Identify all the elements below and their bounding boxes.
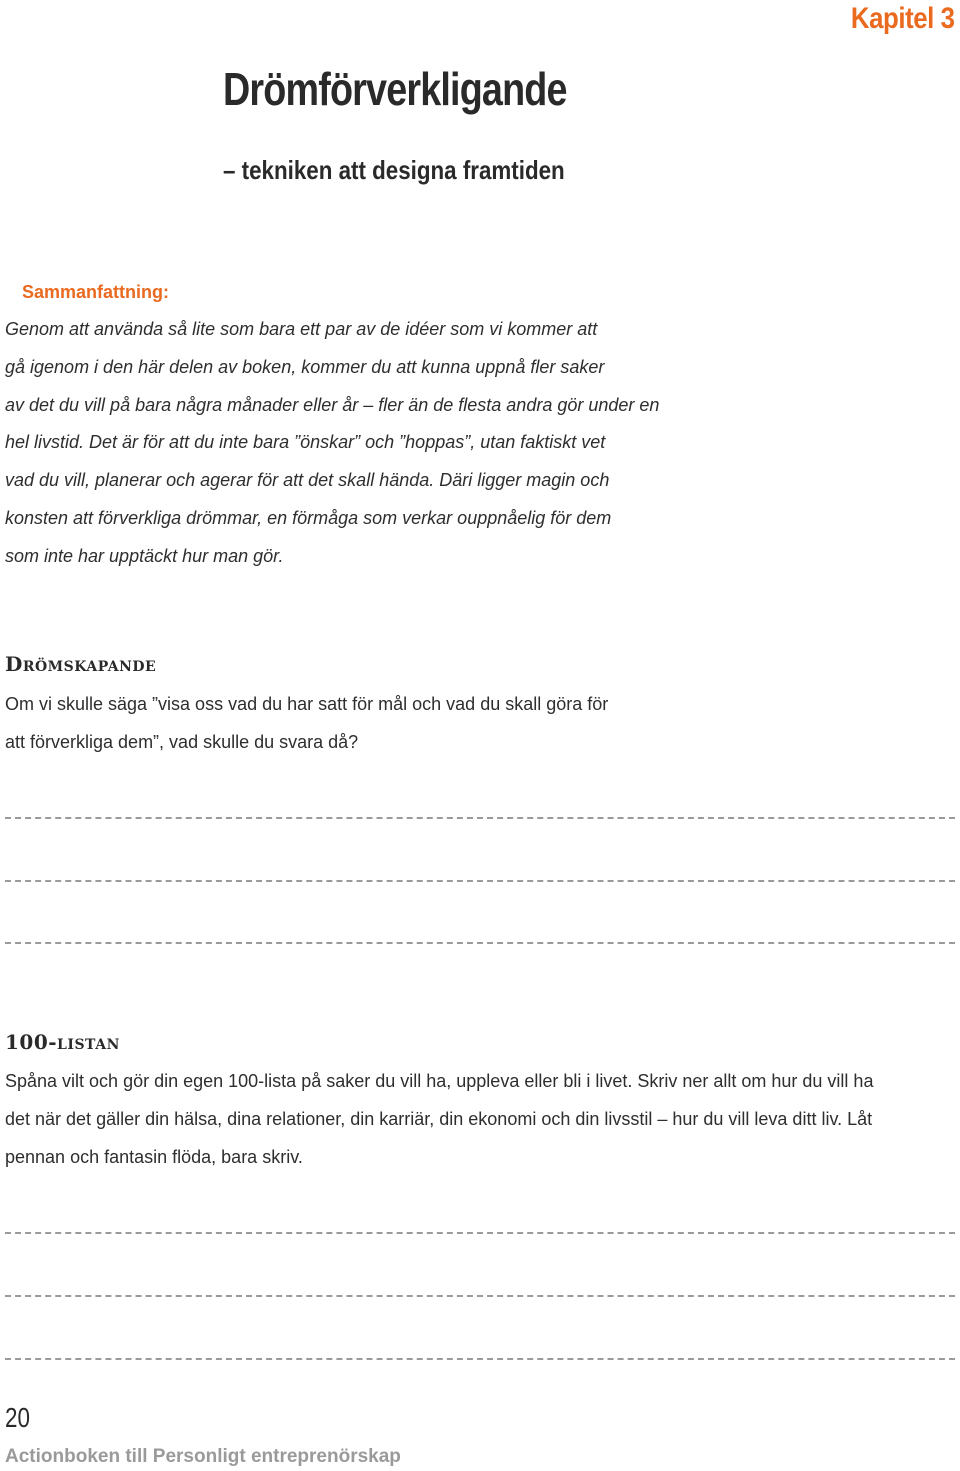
answer-line[interactable] [5,880,955,882]
summary-line: hel livstid. Det är för att du inte bara ”önskar” och ”hoppas”, utan faktiskt vet [5,432,606,453]
page-subtitle: – tekniken att designa framtiden [223,155,565,185]
summary-line: konsten att förverkliga drömmar, en förmåga som verkar ouppnåelig för dem [5,507,612,528]
summary-line: av det du vill på bara några månader eller år – fler än de flesta andra gör under en [5,394,660,415]
footer-book-title: Actionboken till Personligt entreprenörskap [5,1446,401,1467]
summary-paragraph [5,311,765,576]
answer-line[interactable] [5,1295,955,1297]
summary-line: gå igenom i den här delen av boken, kommer du att kunna uppnå fler saker [5,356,605,377]
answer-line[interactable] [5,942,955,944]
section-text-100-listan [5,1063,873,1176]
summary-line: Genom att använda så lite som bara ett par av de idéer som vi kommer att [5,319,598,339]
section-line: att förverkliga dem”, vad skulle du svara då? [5,731,359,752]
chapter-label: Kapitel 3 [851,2,955,35]
section-line: Spåna vilt och gör din egen 100-lista på saker du vill ha, uppleva eller bli i livet. Skriv ner allt om hur du vill ha [5,1071,874,1091]
section-heading-100-listan: 100-listan [5,1030,120,1054]
section-line: det när det gäller din hälsa, dina relationer, din karriär, din ekonomi och din livsstil – hur du vill leva ditt liv. Låt [5,1108,873,1129]
answer-line[interactable] [5,817,955,819]
page-number: 20 [5,1402,30,1433]
summary-line: vad du vill, planerar och agerar för att det skall hända. Däri ligger magin och [5,470,610,491]
section-line: Om vi skulle säga ”visa oss vad du har satt för mål och vad du skall göra för [5,694,609,714]
summary-line: som inte har upptäckt hur man gör. [5,545,284,566]
answer-line[interactable] [5,1232,955,1234]
section-line: pennan och fantasin flöda, bara skriv. [5,1146,303,1167]
section-text-dromskapande [5,686,608,762]
answer-line[interactable] [5,1358,955,1360]
section-heading-dromskapande: Drömskapande [5,652,157,676]
page-title: Drömförverkligande [223,63,567,115]
summary-label: Sammanfattning: [22,282,170,302]
